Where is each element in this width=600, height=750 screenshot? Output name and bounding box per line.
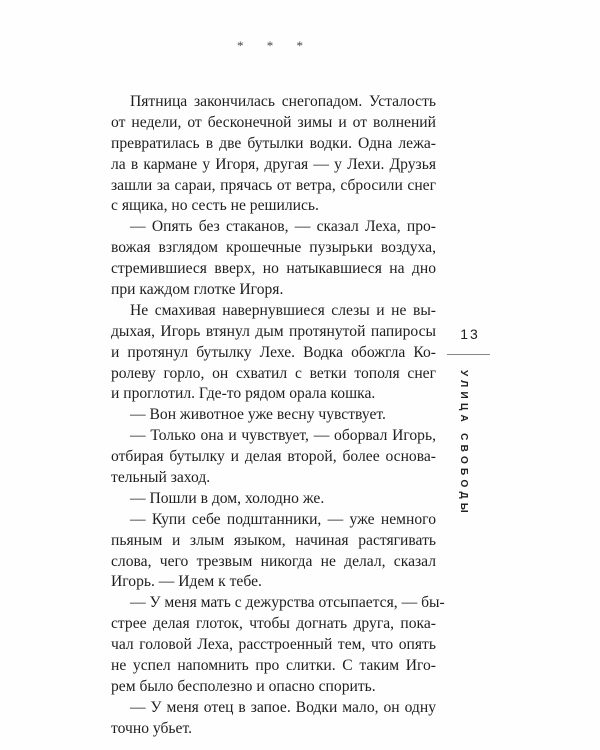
text-line: слова, чего трезвым никогда не делал, сказал	[111, 552, 436, 570]
text-line: стремившиеся вверх, но натыкавшиеся на дно	[111, 260, 436, 278]
text-line: не успел напомнить про слитки. С таким Иго-	[111, 657, 436, 675]
text-line: — Только она и чувствует, — оборвал Игорь,	[130, 427, 436, 445]
text-line: и протянул бутылку Лехе. Водка обожгла Ко-	[111, 343, 436, 361]
text-line: рем было бесполезно и опасно спорить.	[111, 677, 376, 695]
text-line: Не смахивая навернувшиеся слезы и не вы-	[130, 301, 436, 319]
text-line: — У меня отец в запое. Водки мало, он одну	[130, 698, 436, 716]
text-line: Игорь. — Идем к тебе.	[111, 573, 262, 591]
text-line: дыхая, Игорь втянул дым протянутой папиросы	[111, 322, 436, 340]
text-line: стрее делая глоток, чтобы догнать друга, пока-	[111, 615, 436, 633]
text-line: от недели, от бесконечной зимы и от волнений	[111, 113, 436, 131]
section-break-ornament: * * *	[237, 38, 313, 53]
text-line: и проглотил. Где-то рядом орала кошка.	[111, 385, 376, 403]
text-line: Пятница закончилась снегопадом. Усталость	[130, 93, 436, 110]
text-line: точно убьет.	[111, 719, 192, 737]
margin-rule-divider	[447, 354, 490, 355]
text-line: отбирая бутылку и делая второй, более основа-	[111, 448, 436, 466]
text-line: превратилась в две бутылки водки. Одна лежа-	[111, 134, 436, 152]
text-line: — Опять без стаканов, — сказал Леха, про-	[130, 218, 436, 236]
text-line: при каждом глотке Игоря.	[111, 281, 284, 299]
text-line: — У меня мать с дежурства отсыпается, — бы-	[130, 594, 445, 612]
text-line: пьяным и злым языком, начиная растягивать	[111, 531, 436, 549]
text-line: зашли за сараи, прячась от ветра, сбросили снег	[111, 176, 436, 194]
text-line: ролеву горло, он схватил с ветки тополя снег	[111, 364, 436, 382]
running-head-title: УЛИЦА СВОБОДЫ	[458, 370, 469, 517]
text-line: — Пошли в дом, холодно же.	[130, 489, 325, 507]
text-line: с ящика, но сесть не решились.	[111, 197, 319, 215]
text-line: — Вон животное уже весну чувствует.	[130, 406, 386, 424]
text-line: — Купи себе подштанники, — уже немного	[130, 510, 436, 528]
text-line: ла в кармане у Игоря, другая — у Лехи. Друзья	[111, 155, 436, 173]
body-text	[111, 92, 445, 740]
page-number: 13	[460, 326, 480, 342]
text-line: чал головой Леха, расстроенный тем, что опять	[111, 636, 436, 654]
text-line: тельный заход.	[111, 469, 211, 487]
text-line: вожая взглядом крошечные пузырьки воздуха,	[111, 239, 436, 257]
